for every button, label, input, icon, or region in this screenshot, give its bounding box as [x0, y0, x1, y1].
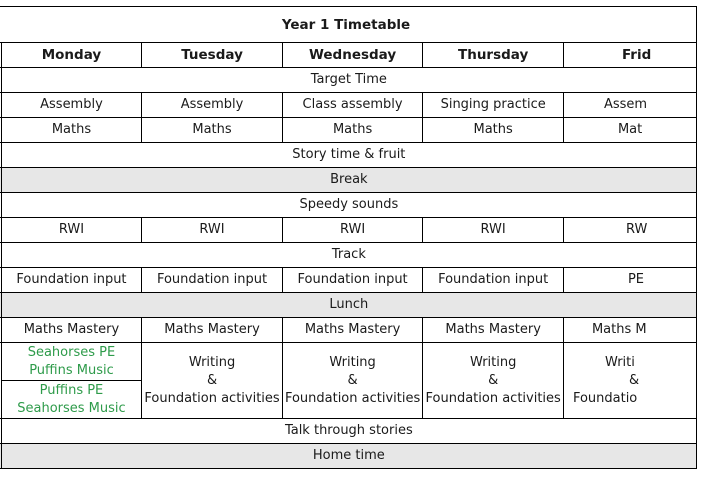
day-header: Thursday: [423, 43, 564, 68]
day-header: Frid: [563, 43, 696, 68]
lunch-cell: Lunch: [1, 293, 696, 318]
writing-label: Writing: [469, 354, 517, 370]
maths-mastery-cell: Maths M: [563, 318, 696, 343]
speedy-sounds-cell: Speedy sounds: [1, 193, 696, 218]
assembly-cell: Singing practice: [423, 93, 564, 118]
assembly-cell: Assembly: [142, 93, 283, 118]
pe-group-label: Seahorses PE: [27, 344, 116, 360]
maths-mastery-cell: Maths Mastery: [142, 318, 283, 343]
writing-foundation-cell: [282, 343, 423, 419]
rwi-cell: RWI: [282, 218, 423, 243]
timetable: [0, 6, 697, 469]
talk-stories-cell: Talk through stories: [1, 419, 696, 444]
writing-label: Writing: [188, 354, 236, 370]
day-header: Wednesday: [282, 43, 423, 68]
writing-label: Writi: [604, 354, 635, 370]
foundation-activities-label: Foundatio: [572, 390, 638, 406]
assembly-cell: Class assembly: [282, 93, 423, 118]
ampersand-label: &: [488, 372, 499, 388]
rwi-cell: RW: [563, 218, 696, 243]
foundation-input-cell: Foundation input: [282, 268, 423, 293]
day-header: Monday: [1, 43, 142, 68]
foundation-input-cell: Foundation input: [1, 268, 142, 293]
home-time-cell: Home time: [1, 444, 696, 469]
break-cell: Break: [1, 168, 696, 193]
timetable-title: Year 1 Timetable: [0, 7, 697, 43]
foundation-input-cell: Foundation input: [423, 268, 564, 293]
music-group-label: Puffins Music: [29, 362, 114, 378]
pe-group-label: Puffins PE: [39, 382, 104, 398]
maths-mastery-cell: Maths Mastery: [423, 318, 564, 343]
day-header: Tuesday: [142, 43, 283, 68]
foundation-activities-label: Foundation activities: [425, 390, 561, 406]
music-group-label: Seahorses Music: [17, 400, 126, 416]
writing-foundation-cell: [423, 343, 564, 419]
ampersand-label: &: [347, 372, 358, 388]
ampersand-label: &: [206, 372, 218, 388]
track-cell: Track: [1, 243, 696, 268]
maths-cell: Maths: [282, 118, 423, 143]
writing-foundation-cell: [142, 343, 283, 419]
rwi-cell: RWI: [423, 218, 564, 243]
foundation-activities-label: Foundation activities: [284, 390, 421, 406]
foundation-activities-label: Foundation activities: [144, 390, 280, 406]
pe-cell: PE: [563, 268, 696, 293]
monday-pe-music-top: [1, 343, 142, 381]
maths-cell: Maths: [142, 118, 283, 143]
target-time-cell: Target Time: [1, 68, 696, 93]
foundation-input-cell: Foundation input: [142, 268, 283, 293]
assembly-cell: Assembly: [1, 93, 142, 118]
maths-cell: Maths: [1, 118, 142, 143]
rwi-cell: RWI: [1, 218, 142, 243]
writing-foundation-cell-partial: [563, 343, 696, 419]
maths-mastery-cell: Maths Mastery: [282, 318, 423, 343]
ampersand-label: &: [628, 372, 640, 388]
story-time-cell: Story time & fruit: [1, 143, 696, 168]
rwi-cell: RWI: [142, 218, 283, 243]
maths-cell: Mat: [563, 118, 696, 143]
assembly-cell: Assem: [563, 93, 696, 118]
writing-label: Writing: [329, 354, 376, 370]
monday-pe-music-bottom: [1, 381, 142, 419]
maths-cell: Maths: [423, 118, 564, 143]
maths-mastery-cell: Maths Mastery: [1, 318, 142, 343]
